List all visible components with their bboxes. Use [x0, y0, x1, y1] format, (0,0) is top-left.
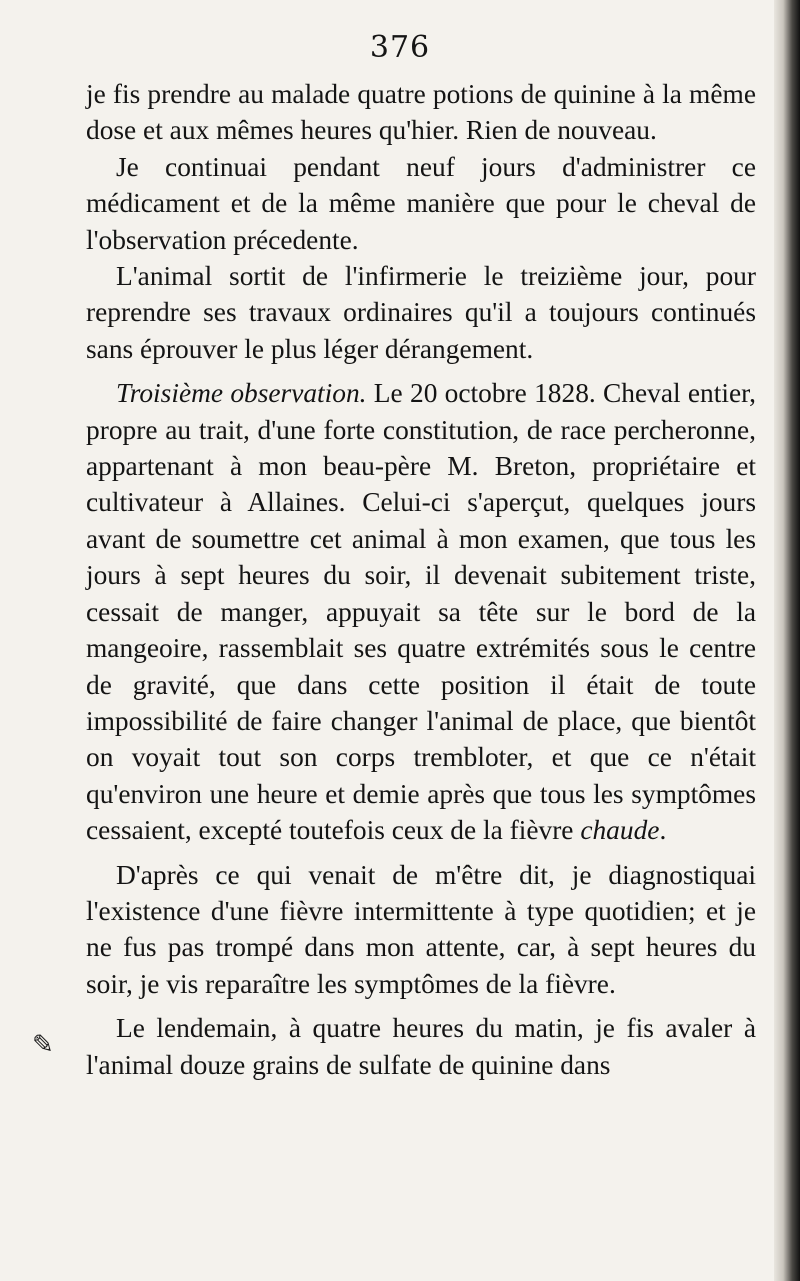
observation-text: Le 20 octobre 1828. Cheval entier, propre au trait, d'une forte constitution, de race percheronne, appartenant à mon beau-père M. Breton, propriétaire et cultivateur à Allaines. Celui-ci s'aperçut, quelques jours avant de soumettre cet animal à mon examen, que tous les jours à sept heures du soir, il devenait subitement triste, cessait de manger, appuyait sa tête sur le bord de la mangeoire, rassemblait ses quatre extrémités sous le centre de gravité, que dans cette position il était de toute impossibilité de faire changer l'animal de place, que bientôt on voyait tout son corps trembloter, et que ce n'était qu'environ une heure et demie après que tous les symptômes cessaient, excepté toutefois ceux de la fièvre [86, 378, 757, 846]
paragraph-4 [86, 375, 756, 848]
page-edge-shadow [774, 0, 800, 1281]
paragraph-2: Je continuai pendant neuf jours d'administrer ce médicament et de la même manière que pour le cheval de l'observation précedente. [86, 151, 756, 255]
italic-word: chaude [580, 815, 660, 846]
page-number: 376 [369, 30, 431, 65]
observation-heading: Troisième observation. [116, 378, 367, 409]
paragraph-1: je fis prendre au malade quatre potions de quinine à la même dose et aux mêmes heures qu'hier. Rien de nouveau. [86, 79, 756, 146]
paragraph-4-end: . [659, 815, 667, 846]
paragraph-5: D'après ce qui venait de m'être dit, je diagnostiquai l'existence d'une fièvre intermittente à type quotidien; et je ne fus pas trompé dans mon attente, car, à sept heures du soir, je vis reparaître les symptômes de la fièvre. [86, 859, 756, 999]
margin-ink-mark-icon [32, 1030, 54, 1060]
paragraph-3: L'animal sortit de l'infirmerie le treizième jour, pour reprendre ses travaux ordinaires qu'il a toujours continués sans éprouver le plus léger dérangement. [86, 261, 756, 364]
paragraph-6: Le lendemain, à quatre heures du matin, je fis avaler à l'animal douze grains de sulfate de quinine dans [86, 1013, 756, 1080]
margin-mark-glyph: ✎ [32, 1030, 54, 1060]
body-text [86, 76, 756, 1083]
